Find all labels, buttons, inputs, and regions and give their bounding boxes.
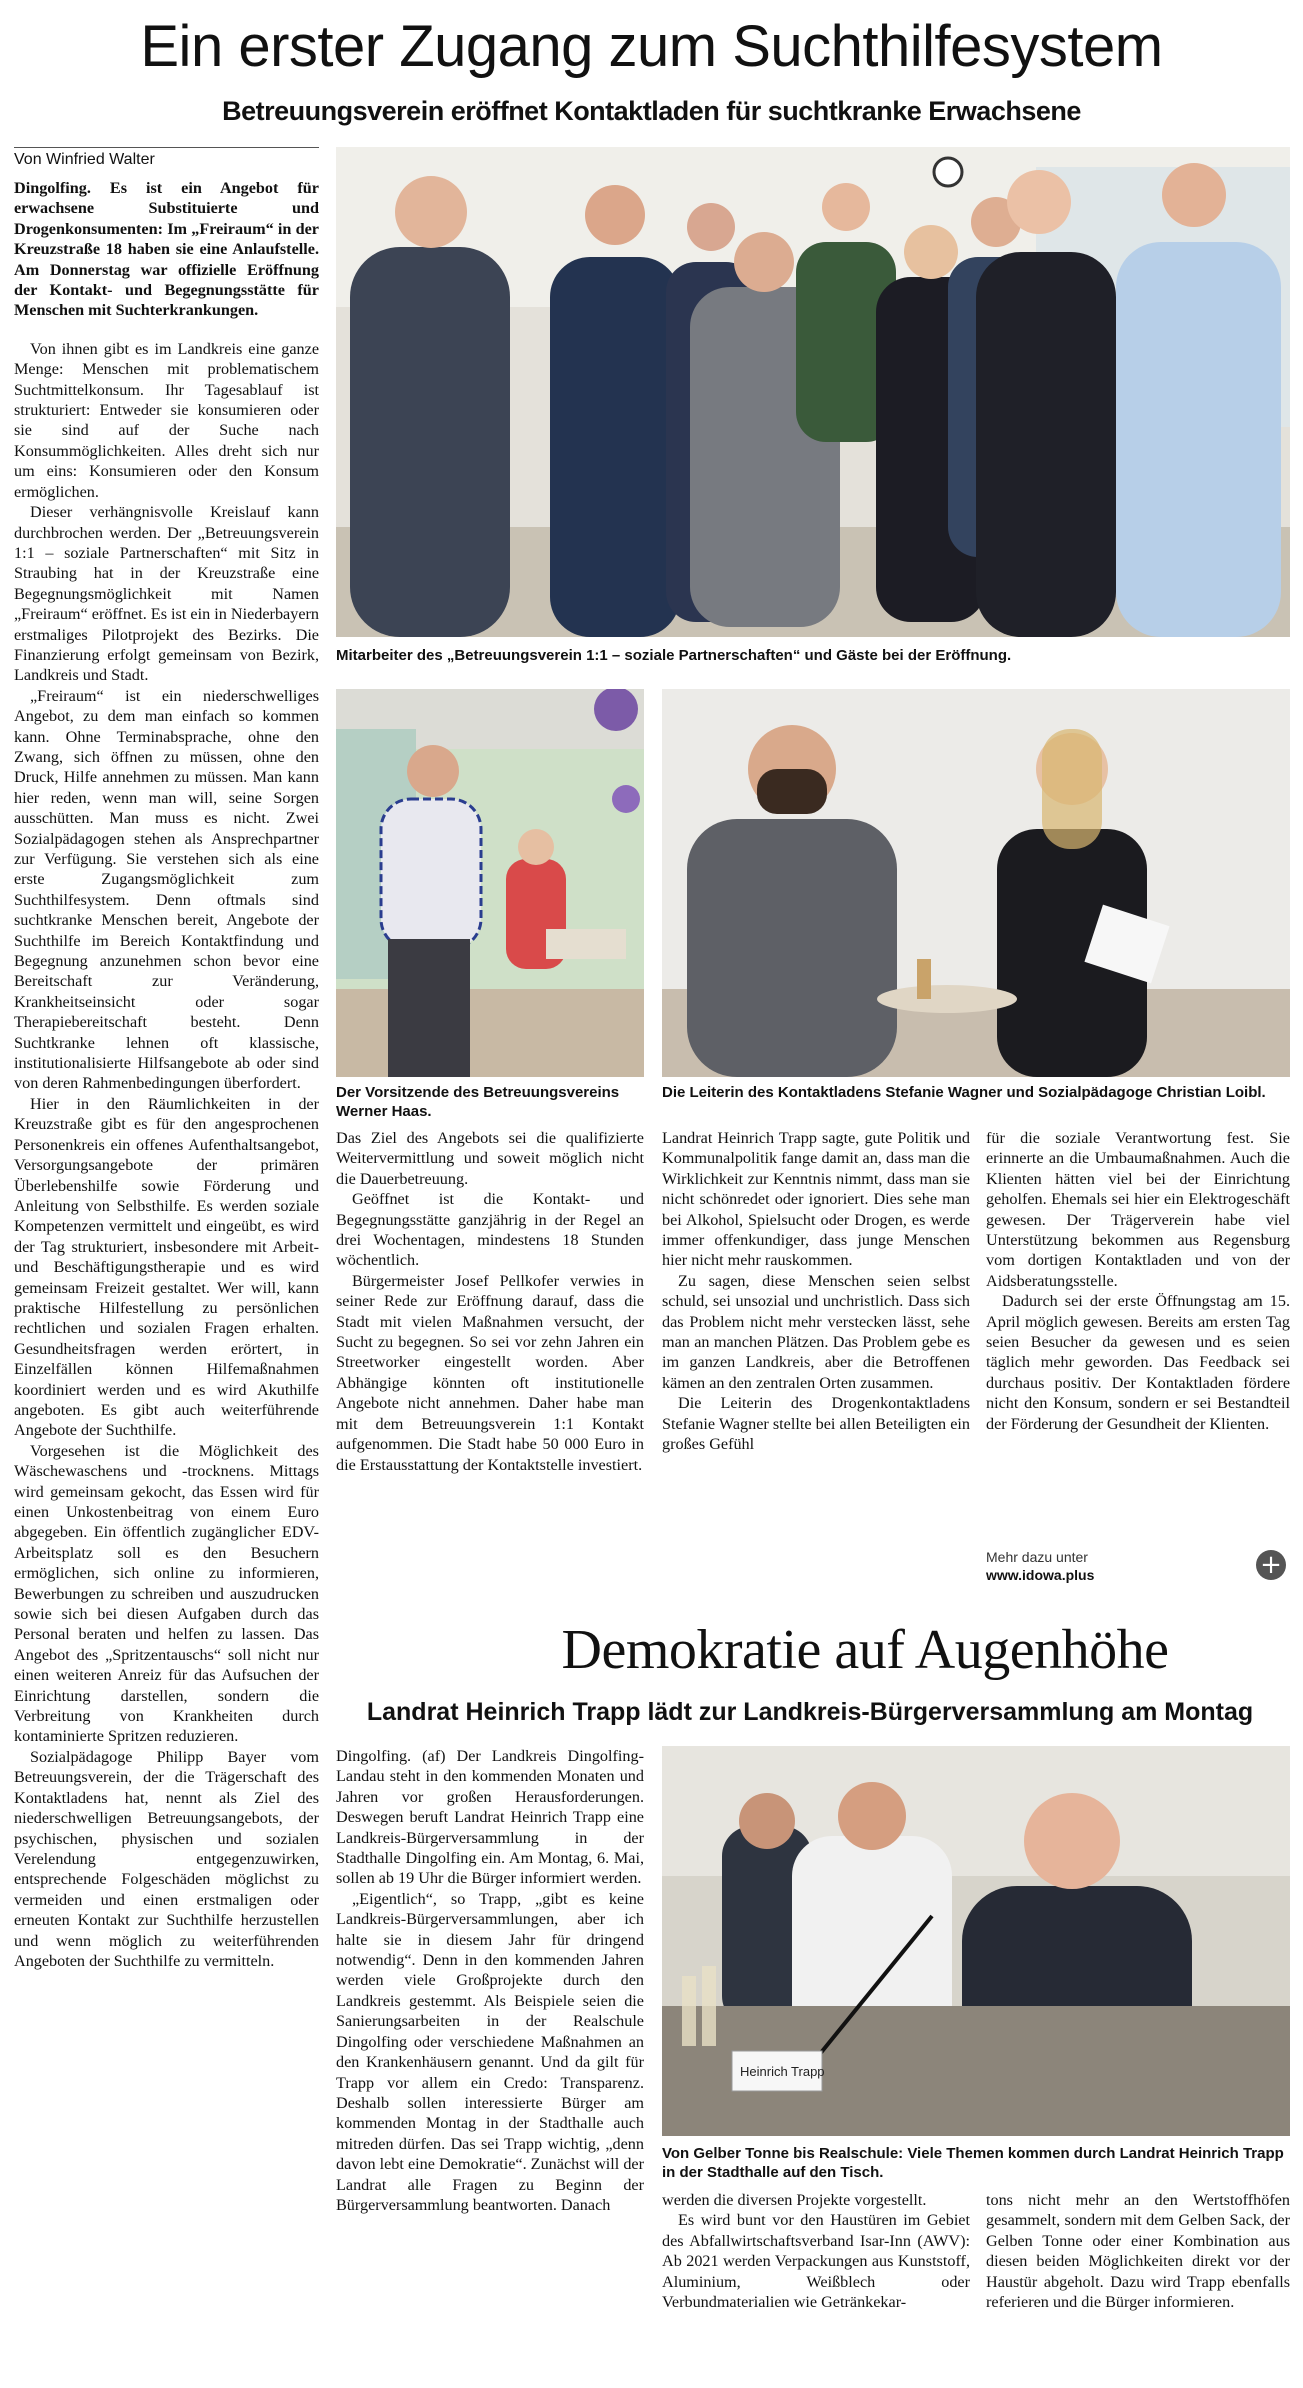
photo-landrat-trapp (662, 1746, 1290, 2136)
article2-column-1 (336, 1746, 644, 2381)
body-paragraph: Bürgermeister Josef Pellkofer verwies in seiner Rede zur Eröffnung darauf, dass die Stadt mit vielen Maßnahmen versucht, der Sucht zu begegnen. So sei vor zehn Jahren ein Streetworker eingestellt worden. Aber Abhängige könnten oft institutionelle Angebote nicht annehmen. Daher habe man mit dem Betreuungsverein 1:1 Kontakt aufgenommen. Die Stadt habe 50 000 Euro in die Erstausstattung der Kontaktstelle investiert. (336, 1271, 644, 1474)
body-paragraph: Hier in den Räumlichkeiten in der Kreuzstraße gibt es für den angesprochenen Personenkreis ein offenes Aufenthaltsangebot, Versorgungsangebote der primären Überlebenshilfe sowie Förderung und Anleitung von Selbsthilfe. Es werden soziale Kompetenzen vermittelt und eingeübt, es wird der Tag strukturiert, insbesondere mit Arbeit- und Beschäftigungstherapie und es wird gemeinsam Freizeit gestaltet. Wer will, kann praktische Hilfestellung zu persönlichen rechtlichen und sozialen Fragen erhalten. Gesundheitsfragen werden erörtert, in Einzelfällen können Hilfemaßnahmen koordiniert werden und es wird Akuthilfe angeboten. Es gibt auch weiterführende Angebote der Suchthilfe. (14, 1094, 319, 1440)
body-paragraph: „Freiraum“ ist ein niederschwelliges Angebot, zu dem man einfach so kommen kann. Ohne Terminabsprache, ohne den Zwang, sich öffnen zu müssen, ohne den Druck, Hilfe annehmen zu müssen. Man kann hier reden, wenn man will, seine Sorgen ausschütten. Man muss es nicht. Zwei Sozialpädagogen stehen als Ansprechpartner zur Verfügung. Sie verstehen sich als eine erste Zugangsmöglichkeit zum Suchthilfesystem. Denn oftmals sind suchtkranke Menschen bereit, Angebote der Suchthilfe im Bereich Kontaktfindung und Begegnung anzunehmen schon bevor eine Bereitschaft zur Veränderung, Krankheitseinsicht oder sogar Therapiebereitschaft besteht. Denn Suchtkranke lehnen oft klassische, institutionalisierte Hilfsangebote ab oder sind von deren Rahmenbedingungen überfordert. (14, 686, 319, 1093)
body-paragraph: werden die diversen Projekte vorgestellt. (662, 2191, 927, 2209)
article-column-4 (986, 1128, 1290, 1568)
article-column-3 (662, 1128, 970, 1588)
plus-icon[interactable]: + (1256, 1550, 1286, 1580)
left-photo-caption: Der Vorsitzende des Betreuungsvereins Werner Haas. (336, 1084, 620, 1120)
article-column-2 (336, 1128, 644, 1588)
body-paragraph: Dingolfing. (af) Der Landkreis Dingolfing-Landau steht in den kommenden Monaten und Jahren vor großen Herausforderungen. Deswegen beruft Landrat Heinrich Trapp eine Landkreis-Bürgerversammlung in der Stadthalle Dingolfing ein. Am Montag, 6. Mai, sollen ab 19 Uhr die Bürger informiert werden. (336, 1747, 644, 1888)
body-paragraph: Es wird bunt vor den Haustüren im Gebiet des Abfallwirtschaftsverband Isar-Inn (AWV): Ab 2021 werden Verpackungen aus Kunststoff, Aluminium, Weißblech oder Verbundmaterialien wie Getränkekar- (662, 2211, 970, 2312)
body-paragraph: „Eigentlich“, so Trapp, „gibt es keine Landkreis-Bürgerversammlungen, aber ich halte sie in diesem Jahr für dringend notwendig“. Denn in den kommenden Jahren werden viele Großprojekte durch den Landkreis gestemmt. Als Beispiele seien die Sanierungsarbeiten in der Realschule Dingolfing oder verschiedene Maßnahmen an den Krankenhäusern genannt. Und da gilt für Trapp vor allem ein Credo: Transparenz. Deshalb sollen interessierte Bürger am kommenden Montag in der Stadthalle auch mitreden dürfen. Das sei Trapp wichtig, „denn davon lebt eine Demokratie“. Zunächst will der Landrat alle Fragen zu Beginn der Bürgerversammlung beantworten. Danach (336, 1889, 644, 2214)
more-info-label: Mehr dazu unter (986, 1549, 1088, 1565)
author-byline: Von Winfried Walter (14, 151, 155, 168)
body-paragraph: für die soziale Verantwortung fest. Sie erinnerte an die Umbaumaßnahmen. Auch die Klienten hätten viel bei der Einrichtung geholfen. Ehemals sei hier ein Elektrogeschäft gewesen. Der Trägerverein habe viel Unterstützung bekommen aus Regensburg vom dortigen Kontaktladen und von der Aidsberatungsstelle. (986, 1129, 1290, 1290)
article2-photo-caption: Von Gelber Tonne bis Realschule: Viele Themen kommen durch Landrat Heinrich Trapp in der Stadthalle auf den Tisch. (662, 2145, 1284, 2181)
body-paragraph: Die Leiterin des Drogenkontaktladens Stefanie Wagner stellte bei allen Beteiligten ein großes Gefühl (662, 1394, 970, 1454)
main-group-photo (336, 147, 1290, 637)
body-paragraph: Dadurch sei der erste Öffnungstag am 15. April möglich gewesen. Bereits am ersten Tag seien Besucher da gewesen und es seien täglich mehr geworden. Das Feedback sei durchaus positiv. Der Kontaktladen fördere nicht den Konsum, sondern er sei Bestandteil der Förderung der Gesundheit der Klienten. (986, 1292, 1290, 1433)
nameplate-text: Heinrich Trapp (740, 2064, 825, 2079)
article-subheadline: Betreuungsverein eröffnet Kontaktladen für suchtkranke Erwachsene (222, 96, 1081, 126)
photo-werner-haas (336, 689, 644, 1077)
body-paragraph: Dieser verhängnisvolle Kreislauf kann durchbrochen werden. Der „Betreuungsverein 1:1 – soziale Partnerschaften“ mit Sitz in Straubing hat in der Kreuzstraße eine Begegnungsmöglichkeit mit Namen „Freiraum“ eröffnet. Es ist ein in Niederbayern erstmaliges Pilotprojekt des Bezirks. Die Finanzierung erfolgt gemeinsam von Bezirk, Landkreis und Stadt. (14, 503, 319, 685)
article2-column-3 (986, 2190, 1290, 2380)
more-info-link[interactable]: www.idowa.plus (986, 1567, 1095, 1583)
photo-wagner-loibl-illustration (662, 689, 1290, 1077)
body-paragraph: tons nicht mehr an den Wertstoffhöfen gesammelt, sondern mit dem Gelben Sack, der Gelben Tonne oder einer Kombination aus diesen beiden Möglichkeiten direkt vor der Haustür abgeholt. Dazu wird Trapp ebenfalls referieren und die Bürger informieren. (986, 2191, 1290, 2312)
lead-paragraph: Dingolfing. Es ist ein Angebot für erwachsene Substituierte und Drogenkonsumenten: Im „Freiraum“ in der Kreuzstraße 18 haben sie eine Anlaufstelle. Am Donnerstag war offizielle Eröffnung der Kontakt- und Begegnungsstätte für Menschen mit Suchterkrankungen. (14, 179, 319, 320)
right-photo-caption: Die Leiterin des Kontaktladens Stefanie Wagner und Sozialpädagoge Christian Loibl. (662, 1084, 1266, 1101)
article2-subheadline: Landrat Heinrich Trapp lädt zur Landkreis-Bürgerversammlung am Montag (366, 1698, 1254, 1726)
article2-column-2 (662, 2190, 970, 2380)
body-paragraph: Geöffnet ist die Kontakt- und Begegnungsstätte ganzjährig in der Regel an drei Wochentagen, mindestens 18 Stunden wöchentlich. (336, 1190, 644, 1270)
body-paragraph: Landrat Heinrich Trapp sagte, gute Politik und Kommunalpolitik fange damit an, dass man die Wirklichkeit zur Kenntnis nimmt, dass man sie nicht schönredet oder ignoriert. Dies sehe man bei Alkohol, Spielsucht oder Drogen, es werde immer offenkundiger, dass junge Menschen hier nicht mehr rauskommen. (662, 1129, 970, 1270)
body-paragraph: Das Ziel des Angebots sei die qualifizierte Weitervermittlung und soweit möglich nicht die Dauerbetreuung. (336, 1129, 644, 1188)
byline-rule (14, 147, 319, 148)
body-paragraph: Zu sagen, diese Menschen seien selbst schuld, sei unsozial und unchristlich. Dass sich das Problem nicht mehr verstecken lässt, sehe man an manchen Plätzen. Das Problem gebe es im ganzen Landkreis, aber die Betroffenen kämen an den zentralen Orten zusammen. (662, 1271, 970, 1392)
photo-wagner-loibl (662, 689, 1290, 1077)
body-paragraph: Sozialpädagoge Philipp Bayer vom Betreuungsverein, der die Trägerschaft des Kontaktladens hat, nennt als Ziel des niederschwelligen Betreuungsangebots, der psychischen, physischen und sozialen Verelendung entgegenzuwirken, entsprechende Folgeschäden möglichst zu vermeiden und einen erstmaligen oder erneuten Kontakt zur Suchthilfe herzustellen und wenn möglich zu weiterführenden Angeboten der Suchthilfe zu vermitteln. (14, 1747, 319, 1970)
group-photo-illustration (336, 147, 1290, 637)
main-photo-caption: Mitarbeiter des „Betreuungsverein 1:1 – soziale Partnerschaften“ und Gäste bei der Eröffnung. (336, 647, 1012, 664)
article-column-1 (14, 178, 319, 2378)
article-headline: Ein erster Zugang zum Suchthilfesystem (140, 14, 1163, 79)
photo-landrat-trapp-illustration (662, 1746, 1290, 2136)
photo-werner-haas-illustration (336, 689, 644, 1077)
article2-headline: Demokratie auf Augenhöhe (561, 1619, 1169, 1681)
body-paragraph: Von ihnen gibt es im Landkreis eine ganze Menge: Menschen mit problematischem Suchtmittelkonsum. Ihr Tagesablauf ist strukturiert: Entweder sie konsumieren oder sie sind auf der Suche nach Konsummöglichkeiten. Alles dreht sich nur um eins: Konsumieren oder den Konsum ermöglichen. (14, 339, 319, 501)
body-paragraph: Vorgesehen ist die Möglichkeit des Wäschewaschens und -trocknens. Mittags wird gemeinsam gekocht, das Essen wird für einen Unkostenbeitrag von einem Euro abgegeben. Ein öffentlich zugänglicher EDV-Arbeitsplatz soll es den Besuchern ermöglichen, sich online zu informieren, Bewerbungen zu schreiben und auszudrucken sowie sich bei diesen Aufgaben durch das Personal beraten und helfen zu lassen. Das Angebot des „Spritzentauschs“ soll nicht nur einen weiteren Anreiz für das Aufsuchen der Einrichtung darstellen, sondern die Verbreitung von Krankheiten durch kontaminierte Spritzen reduzieren. (14, 1441, 319, 1746)
